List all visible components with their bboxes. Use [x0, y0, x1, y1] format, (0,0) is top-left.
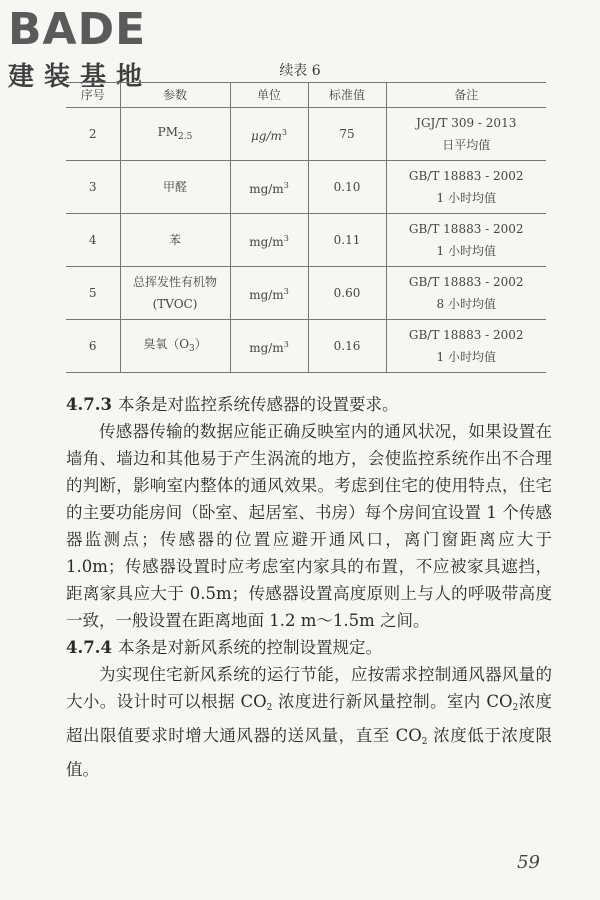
row-param: 臭氧$(O_3)$ [120, 320, 230, 373]
section-heading-4-7-3: 4.7.3 本条是对监控系统传感器的设置要求。 [66, 395, 399, 414]
row-param: 苯 [120, 214, 230, 267]
row-no: 3 [66, 161, 120, 214]
row-note: GB/T 18883 - 2002 1 小时均值 [386, 214, 546, 267]
row-unit: $mg/m^3$ [230, 267, 308, 320]
row-value: 0.60 [308, 267, 386, 320]
row-value: 75 [308, 108, 386, 161]
header-no: 序号 [66, 83, 120, 108]
row-unit: $mg/m^3$ [230, 320, 308, 373]
page-number: 59 [517, 852, 540, 873]
row-unit: $mg/m^3$ [230, 161, 308, 214]
table-caption: 续表 6 [279, 63, 321, 79]
table-header-row [66, 83, 546, 108]
row-no: 5 [66, 267, 120, 320]
row-value: 0.16 [308, 320, 386, 373]
row-note: GB/T 18883 - 2002 1 小时均值 [386, 161, 546, 214]
row-note: GB/T 18883 - 2002 1 小时均值 [386, 320, 546, 373]
header-param: 参数 [120, 83, 230, 108]
table-row [66, 214, 546, 267]
row-no: 4 [66, 214, 120, 267]
table-row [66, 320, 546, 373]
standards-table [66, 82, 546, 373]
row-param: 甲醛 [120, 161, 230, 214]
row-value: 0.11 [308, 214, 386, 267]
row-value: 0.10 [308, 161, 386, 214]
section-paragraph: 为实现住宅新风系统的运行节能，应按需求控制通风器风量的大小。设计时可以根据 $CO_2$ 浓度进行新风量控制。室内 $CO_2$浓度超出限值要求时增大通风器的送风量，直至 $CO_2$ 浓度低于浓度限值。 [66, 665, 552, 779]
header-value: 标准值 [308, 83, 386, 108]
row-param: $PM_{2.5}$ [120, 108, 230, 161]
row-param: 总挥发性有机物 (TVOC) [120, 267, 230, 320]
row-note: GB/T 18883 - 2002 8 小时均值 [386, 267, 546, 320]
logo-wordmark: BADE [8, 4, 147, 55]
body-text [66, 391, 552, 783]
logo-subtitle: 建装基地 [8, 62, 153, 92]
section-paragraph: 传感器传输的数据应能正确反映室内的通风状况，如果设置在墙角、墙边和其他易于产生涡流的地方，会使监控系统作出不合理的判断，影响室内整体的通风效果。考虑到住宅的使用特点，住宅的主要功能房间（卧室、起居室、书房）每个房间宜设置 1 个传感器监测点；传感器的位置应避开通风口，离门窗距离应大于 1.0m；传感器设置时应考虑室内家具的布置，不应被家具遮挡，距离家具应大于 0.5m；传感器设置高度原则上与人的呼吸带高度一致，一般设置在距离地面 1.2 m～1.5m 之间。 [66, 422, 552, 630]
table-row [66, 161, 546, 214]
row-no: 6 [66, 320, 120, 373]
row-unit: $\mu g/m^3$ [230, 108, 308, 161]
table-row [66, 267, 546, 320]
row-no: 2 [66, 108, 120, 161]
row-unit: $mg/m^3$ [230, 214, 308, 267]
row-note: JGJ/T 309 - 2013 日平均值 [386, 108, 546, 161]
table-row [66, 108, 546, 161]
section-heading-4-7-4: 4.7.4 本条是对新风系统的控制设置规定。 [66, 638, 382, 657]
header-note: 备注 [386, 83, 546, 108]
header-unit: 单位 [230, 83, 308, 108]
